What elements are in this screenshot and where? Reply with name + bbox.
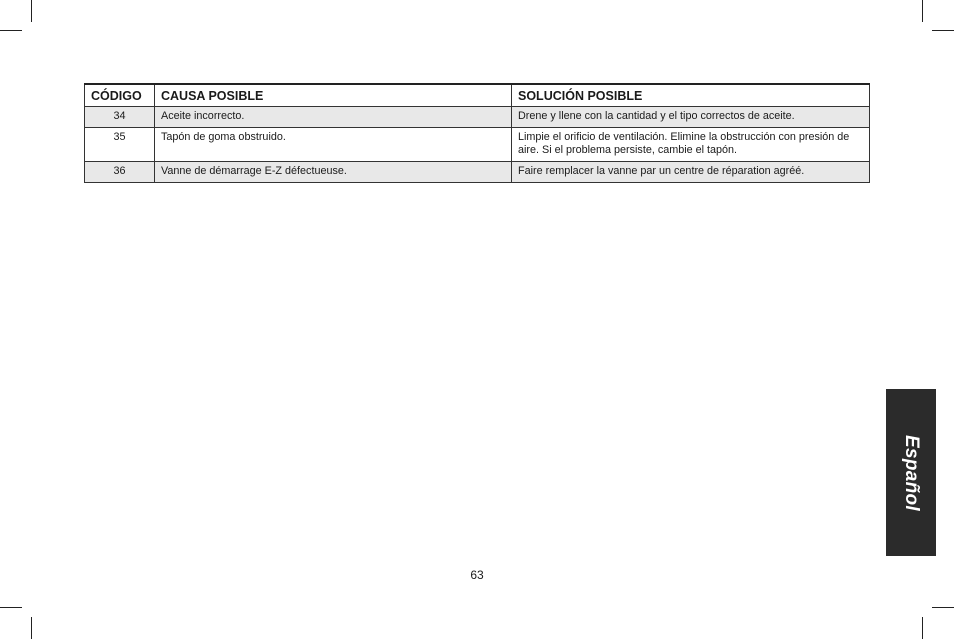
crop-mark bbox=[0, 607, 22, 608]
crop-mark bbox=[922, 617, 923, 639]
row-solution: Drene y llene con la cantidad y el tipo correctos de aceite. bbox=[512, 107, 870, 128]
row-code: 34 bbox=[85, 107, 155, 128]
crop-mark bbox=[0, 30, 22, 31]
crop-mark bbox=[31, 617, 32, 639]
row-code: 35 bbox=[85, 128, 155, 162]
row-cause: Vanne de démarrage E-Z défectueuse. bbox=[155, 162, 512, 183]
row-cause: Aceite incorrecto. bbox=[155, 107, 512, 128]
header-cause: CAUSA POSIBLE bbox=[155, 84, 512, 107]
row-solution: Limpie el orificio de ventilación. Elimine la obstrucción con presión de aire. Si el problema persiste, cambie el tapón. bbox=[512, 128, 870, 162]
table-header-row bbox=[85, 84, 870, 107]
crop-mark bbox=[932, 30, 954, 31]
table-row bbox=[85, 128, 870, 162]
language-tab-label: Español bbox=[901, 434, 922, 511]
row-code: 36 bbox=[85, 162, 155, 183]
crop-mark bbox=[922, 0, 923, 22]
crop-mark bbox=[31, 0, 32, 22]
table-row bbox=[85, 107, 870, 128]
page-number: 63 bbox=[470, 568, 484, 582]
header-code: CÓDIGO bbox=[85, 84, 155, 107]
row-cause: Tapón de goma obstruido. bbox=[155, 128, 512, 162]
table-row bbox=[85, 162, 870, 183]
troubleshooting-table bbox=[84, 83, 870, 183]
row-solution: Faire remplacer la vanne par un centre de réparation agréé. bbox=[512, 162, 870, 183]
header-solution: SOLUCIÓN POSIBLE bbox=[512, 84, 870, 107]
crop-mark bbox=[932, 607, 954, 608]
language-side-tab bbox=[886, 389, 936, 556]
